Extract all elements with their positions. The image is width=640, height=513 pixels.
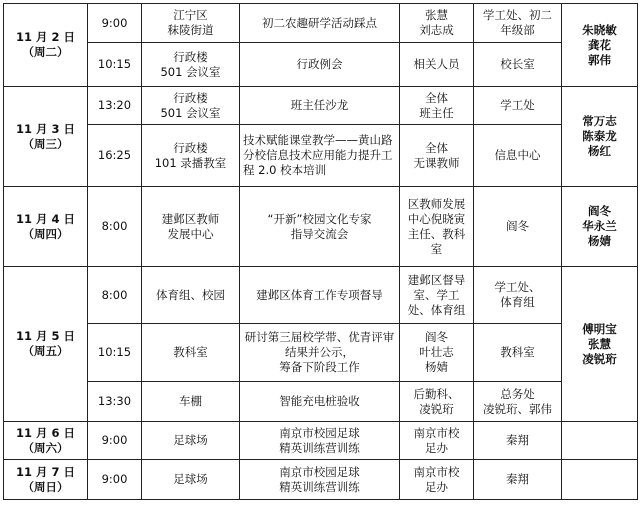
- table-row: [4, 4, 638, 43]
- place-cell: 足球场: [142, 460, 240, 500]
- content-cell: 研讨第三届校学带、优青评审结果并公示， 筹备下阶段工作: [240, 324, 400, 382]
- place-cell: 行政楼 501 会议室: [142, 87, 240, 125]
- participants-cell: 相关人员: [400, 43, 474, 87]
- content-cell: 智能充电桩验收: [240, 382, 400, 422]
- department-cell: 教科室: [474, 324, 562, 382]
- place-cell: 行政楼 101 录播教室: [142, 125, 240, 187]
- time-cell: 9:00: [88, 4, 142, 43]
- participants-cell: 南京市校 足办: [400, 422, 474, 460]
- date-cell: 11 月 2 日 （周二）: [4, 4, 88, 87]
- time-cell: 8:00: [88, 267, 142, 324]
- content-cell: 南京市校园足球 精英训练营训练: [240, 460, 400, 500]
- time-cell: 9:00: [88, 460, 142, 500]
- participants-cell: 后勤科、 凌锐珩: [400, 382, 474, 422]
- date-cell: 11 月 6 日 （周六）: [4, 422, 88, 460]
- content-cell: 南京市校园足球 精英训练营训练: [240, 422, 400, 460]
- department-cell: 秦翔: [474, 460, 562, 500]
- department-cell: 信息中心: [474, 125, 562, 187]
- department-cell: 总务处 凌锐珩、郭伟: [474, 382, 562, 422]
- date-cell: 11 月 7 日 （周日）: [4, 460, 88, 500]
- table-row: [4, 382, 638, 422]
- participants-cell: 阎冬 叶壮志 杨婧: [400, 324, 474, 382]
- leader-cell: 傅明宝 张慧 凌锐珩: [562, 267, 638, 422]
- leader-cell: 阎冬 华永兰 杨婧: [562, 187, 638, 267]
- place-cell: 足球场: [142, 422, 240, 460]
- participants-cell: 南京市校 足办: [400, 460, 474, 500]
- leader-cell: [562, 422, 638, 460]
- content-cell: 初二农趣研学活动踩点: [240, 4, 400, 43]
- table-row: [4, 187, 638, 267]
- participants-cell: 区教师发展中心倪晓寅主任、教科室: [400, 187, 474, 267]
- department-cell: 校长室: [474, 43, 562, 87]
- table-row: [4, 87, 638, 125]
- time-cell: 16:25: [88, 125, 142, 187]
- participants-cell: 建邺区督导室、学工处、体育组: [400, 267, 474, 324]
- schedule-table: [3, 3, 638, 500]
- department-cell: 学工处、 体育组: [474, 267, 562, 324]
- participants-cell: 全体 班主任: [400, 87, 474, 125]
- department-cell: 阎冬: [474, 187, 562, 267]
- department-cell: 学工处: [474, 87, 562, 125]
- content-cell: “开新”校园文化专家 指导交流会: [240, 187, 400, 267]
- time-cell: 10:15: [88, 324, 142, 382]
- place-cell: 体育组、校园: [142, 267, 240, 324]
- content-cell: 建邺区体育工作专项督导: [240, 267, 400, 324]
- department-cell: 学工处、初二 年级部: [474, 4, 562, 43]
- table-row: [4, 460, 638, 500]
- leader-cell: 朱晓敏 龚花 郭伟: [562, 4, 638, 87]
- table-row: [4, 267, 638, 324]
- table-row: [4, 125, 638, 187]
- place-cell: 建邺区教师 发展中心: [142, 187, 240, 267]
- table-row: [4, 422, 638, 460]
- time-cell: 13:20: [88, 87, 142, 125]
- time-cell: 13:30: [88, 382, 142, 422]
- leader-cell: 常万志 陈泰龙 杨红: [562, 87, 638, 187]
- participants-cell: 张慧 刘志成: [400, 4, 474, 43]
- department-cell: 秦翔: [474, 422, 562, 460]
- place-cell: 车棚: [142, 382, 240, 422]
- leader-cell: [562, 460, 638, 500]
- place-cell: 教科室: [142, 324, 240, 382]
- content-cell: 行政例会: [240, 43, 400, 87]
- time-cell: 8:00: [88, 187, 142, 267]
- date-cell: 11 月 4 日 （周四）: [4, 187, 88, 267]
- date-cell: 11 月 5 日 （周五）: [4, 267, 88, 422]
- table-row: [4, 43, 638, 87]
- time-cell: 10:15: [88, 43, 142, 87]
- place-cell: 行政楼 501 会议室: [142, 43, 240, 87]
- time-cell: 9:00: [88, 422, 142, 460]
- content-cell: 班主任沙龙: [240, 87, 400, 125]
- place-cell: 江宁区 秣陵街道: [142, 4, 240, 43]
- content-cell: 技术赋能课堂教学——黄山路分校信息技术应用能力提升工程 2.0 校本培训: [240, 125, 400, 187]
- participants-cell: 全体 无课教师: [400, 125, 474, 187]
- table-row: [4, 324, 638, 382]
- date-cell: 11 月 3 日 （周三）: [4, 87, 88, 187]
